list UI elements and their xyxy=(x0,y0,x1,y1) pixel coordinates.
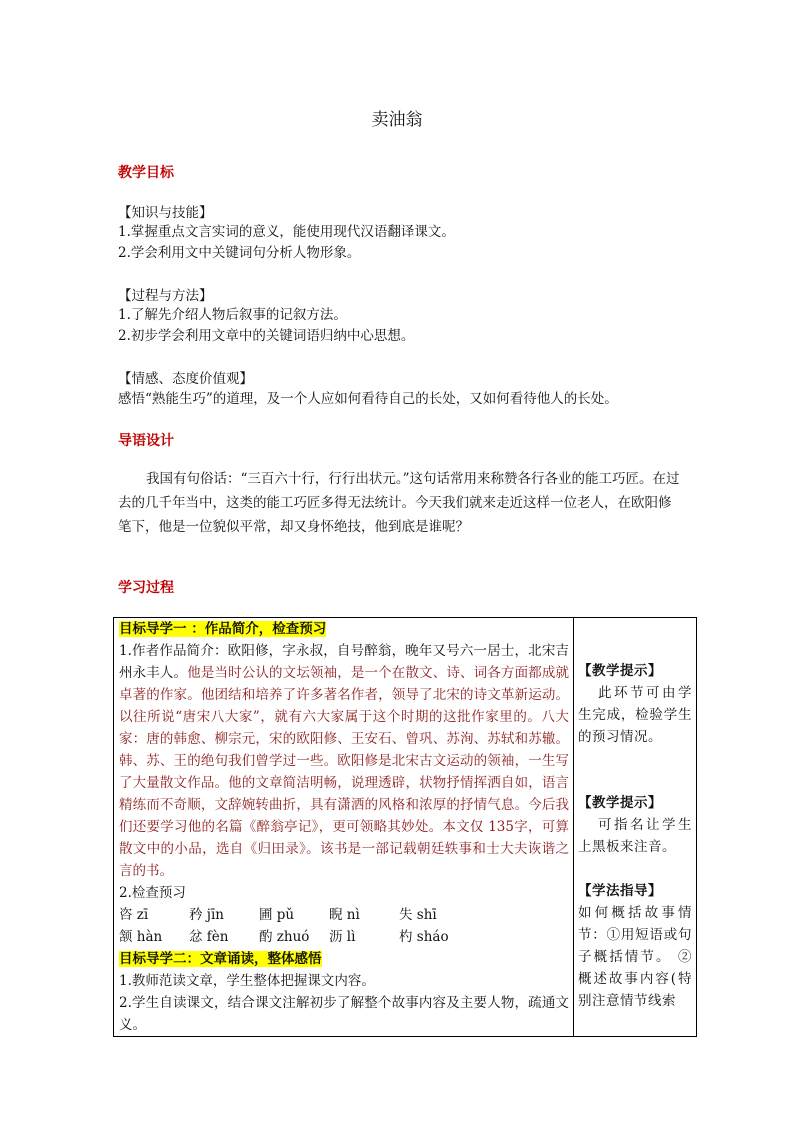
preview-check-label: 2.检查预习 xyxy=(119,885,186,901)
pinyin-item: 忿 fèn xyxy=(189,929,229,945)
side-note-1-text: 此环节可由学生完成，检验学生的预习情况。 xyxy=(578,685,692,745)
section-heading-intro: 导语设计 xyxy=(118,433,174,449)
knowledge-heading: 【知识与技能】 xyxy=(118,205,213,221)
pinyin-item: 酌 zhuó xyxy=(259,929,310,945)
step2-item-1: 1.教师范读文章，学生整体把握课文内容。 xyxy=(119,973,375,989)
author-intro xyxy=(119,640,569,882)
pinyin-row-1 xyxy=(119,904,569,926)
side-note-3-heading: 【学法指导】 xyxy=(578,883,662,899)
side-note-3-text: 如何概括故事情节：①用短语或句子概括情节。 ②概述故事内容(特别注意情节线索 xyxy=(578,905,692,1009)
pinyin-item: 咨 zī xyxy=(119,907,149,923)
author-intro-lead: 1.作者作品简介：欧阳修，字永叔，自号醉翁，晚年又号六一居士，北宋吉州永丰人。 xyxy=(119,643,569,681)
pinyin-item: 失 shī xyxy=(399,907,437,923)
section-heading-goals: 教学目标 xyxy=(118,165,174,181)
process-method-item-2: 2.初步学会利用文章中的关键词语归纳中心思想。 xyxy=(118,328,415,344)
step1-heading: 目标导学一 ：作品简介，检查预习 xyxy=(119,621,327,637)
pinyin-item: 圃 pǔ xyxy=(259,907,295,923)
author-intro-body: 他是当时公认的文坛领袖，是一个在散文、诗、词各方面都成就卓著的作家。他团结和培养了许多著名作者，领导了北宋的诗文革新运动。以往所说“唐宋八大家”，就有六大家属于这个时期的这批作家里的。八大家：唐的韩愈、柳宗元，宋的欧阳修、王安石、曾巩、苏洵、苏轼和苏辙。韩、苏、王的绝句我们曾学过一些。欧阳修是北宋古文运动的领袖，一生写了大量散文作品。他的文章简洁明畅，说理透辟，状物抒情挥洒自如，语言精练而不奇顺，文辞婉转曲折，具有潇洒的风格和浓厚的抒情气息。今后我们还要学习他的名篇《醉翁亭记》，更可领略其妙处。本文仅 135字，可算散文中的小品，选自《归田录》。该书是一部记载朝廷轶事和士大夫诙谐之言的书。 xyxy=(119,665,569,879)
process-method-item-1: 1.了解先介绍人物后叙事的记叙方法。 xyxy=(118,307,347,323)
knowledge-item-1: 1.掌握重点文言实词的意义，能使用现代汉语翻译课文。 xyxy=(118,224,455,240)
knowledge-item-2: 2.学会利用文中关键词句分析人物形象。 xyxy=(118,245,361,261)
process-method-heading: 【过程与方法】 xyxy=(118,288,213,304)
emotion-heading: 【情感、态度价值观】 xyxy=(118,371,253,387)
pinyin-item: 颔 hàn xyxy=(119,929,163,945)
emotion-text: 感悟“熟能生巧”的道理，及一个人应如何看待自己的长处，又如何看待他人的长处。 xyxy=(118,391,618,407)
side-note-1-heading: 【教学提示】 xyxy=(578,663,662,679)
pinyin-item: 沥 lì xyxy=(329,929,356,945)
step2-heading: 目标导学二：文章诵读，整体感悟 xyxy=(119,951,322,967)
pinyin-item: 矜 jīn xyxy=(189,907,224,923)
pinyin-item: 杓 sháo xyxy=(399,929,449,945)
section-heading-process: 学习过程 xyxy=(118,580,174,596)
learning-process-table xyxy=(113,617,697,1037)
intro-paragraph: 我国有句俗话：“三百六十行，行行出状元。”这句话常用来称赞各行各业的能工巧匠。在过去的几千年当中，这类的能工巧匠多得无法统计。今天我们就来走近这样一位老人，在欧阳修笔下，他是一位貌似平常，却又身怀绝技，他到底是谁呢？ xyxy=(118,471,680,535)
main-content-cell xyxy=(114,618,574,1037)
side-note-2-text: 可指名让学生上黑板来注音。 xyxy=(578,817,692,855)
side-notes-cell xyxy=(574,618,697,1037)
pinyin-row-2 xyxy=(119,926,569,948)
document-title: 卖油翁 xyxy=(371,110,423,130)
pinyin-item: 睨 nì xyxy=(329,907,360,923)
step2-item-2: 2.学生自读课文，结合课文注解初步了解整个故事内容及主要人物，疏通文义。 xyxy=(119,995,569,1033)
side-note-2-heading: 【教学提示】 xyxy=(578,795,662,811)
